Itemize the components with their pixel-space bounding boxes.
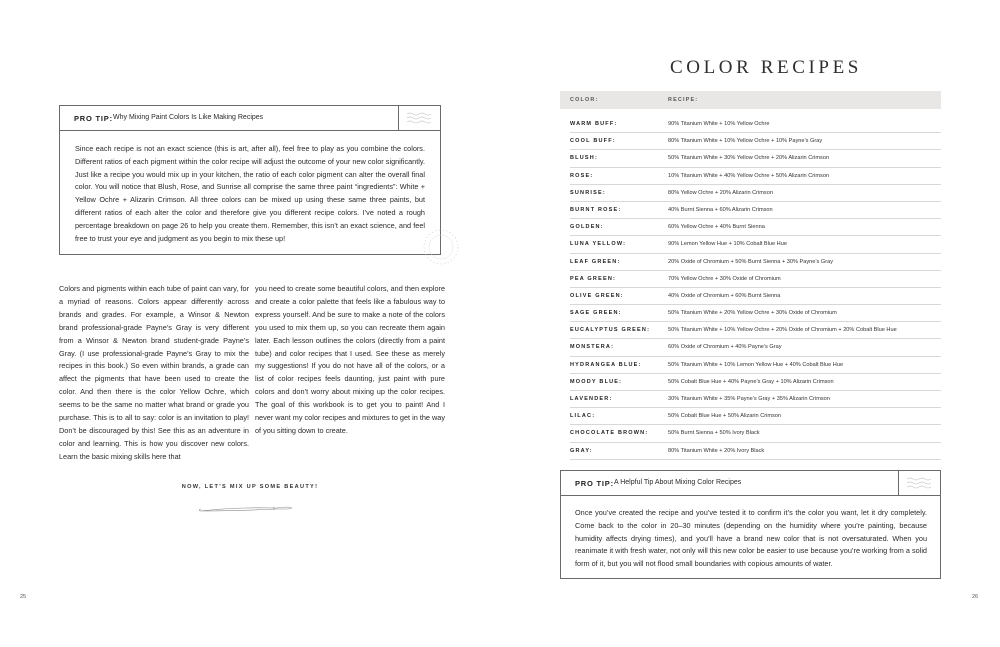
column-header-color: COLOR: — [570, 97, 599, 103]
wave-ornament-icon — [398, 106, 440, 131]
color-name: GRAY: — [570, 447, 593, 454]
color-recipe: 50% Titanium White + 10% Lemon Yellow Hue + 40% Cobalt Blue Hue — [668, 361, 844, 368]
pro-tip-header — [561, 471, 940, 496]
table-row — [570, 254, 941, 271]
color-recipe: 70% Yellow Ochre + 30% Oxide of Chromium — [668, 275, 781, 282]
pro-tip-header — [60, 106, 440, 131]
pro-tip-title: Why Mixing Paint Colors Is Like Making Recipes — [113, 114, 264, 121]
color-name: MONSTERA: — [570, 344, 615, 351]
page-number: 25 — [20, 594, 27, 600]
color-recipe: 50% Cobalt Blue Hue + 50% Alizarin Crimson — [668, 413, 782, 420]
color-name: LAVENDER: — [570, 396, 613, 402]
color-name: LEAF GREEN: — [570, 258, 621, 265]
color-recipe: 80% Titanium White + 20% Ivory Black — [668, 447, 765, 454]
color-recipe: 50% Titanium White + 10% Yellow Ochre + 20% Oxide of Chromium + 20% Cobalt Blue Hue — [668, 327, 897, 334]
color-recipe: 50% Titanium White + 30% Yellow Ochre + 20% Alizarin Crimson — [668, 155, 830, 162]
wave-ornament-icon — [898, 471, 940, 496]
recipe-table — [570, 116, 941, 460]
table-row — [570, 391, 941, 408]
table-row — [570, 425, 941, 442]
color-name: WARM BUFF: — [570, 121, 618, 127]
body-column-2: you need to create some beautiful colors, and then explore and create a color palette that feels like a fabulous way to express yourself. And be sure to make a note of the colors you used to mix them up, so you can recreate them again later. Each lesson outlines the colors (directly from a paint tube) and color recipes that I used. See these as merely my suggestions! If you do not have all of the colors, or a list of color recipes feels daunting, just paint with pure colors and don’t worry about mixing up the color recipes. The goal of this workbook is to get you to paint! And I never want my color recipes and mixtures to get in the way of you sitting down to create. — [255, 284, 445, 435]
table-row — [570, 305, 941, 322]
color-recipe: 80% Yellow Ochre + 20% Alizarin Crimson — [668, 189, 773, 196]
table-row — [570, 271, 941, 288]
color-recipe: 50% Cobalt Blue Hue + 40% Payne’s Gray + 10% Alizarin Crimson — [668, 378, 834, 385]
table-row — [570, 202, 941, 219]
color-recipe: 20% Oxide of Chromium + 50% Burnt Sienna + 30% Payne’s Gray — [668, 258, 833, 265]
color-recipe: 50% Burnt Sienna + 50% Ivory Black — [668, 430, 760, 437]
pro-tip-label: PRO TIP: — [575, 479, 614, 488]
color-recipe: 90% Lemon Yellow Hue + 10% Cobalt Blue Hue — [668, 241, 787, 248]
color-name: COOL BUFF: — [570, 138, 616, 145]
color-recipe: 40% Burnt Sienna + 60% Alizarin Crimson — [668, 206, 773, 213]
table-row — [570, 374, 941, 391]
color-name: ROSE: — [570, 172, 594, 179]
color-name: PEA GREEN: — [570, 275, 617, 282]
table-row — [570, 288, 941, 305]
color-name: LUNA YELLOW: — [570, 241, 627, 248]
pro-tip-body: Since each recipe is not an exact science (this is art, after all), feel free to play as you combine the colors. Different ratios of each pigment within the color recipe will adjust the outcome of your new color significantly. Just like a recipe you would mix up in your kitchen, the ratio of each color pigment can alter the overall final color. You will notice that Blush, Rose, and Sunrise all comprise the same three paint “ingredients”: White + Yellow Ochre + Alizarin Crimson. All three colors can be mixed up using these same three paints, but different ratios of each alter the color and therefore give you different recipe colors. I’ve noted a rough percentage breakdown on page 26 to help you create them. Remember, this isn’t an exact science, and feel free to trust your eye and judgment as you begin to mix these up! — [75, 144, 425, 243]
table-row — [570, 219, 941, 236]
color-name: GOLDEN: — [570, 224, 604, 231]
column-header-recipe: RECIPE: — [668, 97, 699, 103]
pro-tip-box-left — [59, 105, 441, 255]
table-row — [570, 133, 941, 150]
table-row — [570, 168, 941, 185]
color-name: EUCALYPTUS GREEN: — [570, 327, 651, 334]
table-row — [570, 116, 941, 133]
right-page — [500, 0, 1000, 647]
color-name: BURNT ROSE: — [570, 206, 622, 213]
color-recipe: 50% Titanium White + 20% Yellow Ochre + 30% Oxide of Chromium — [668, 310, 837, 317]
recipe-table-header — [560, 91, 941, 109]
page-title: COLOR RECIPES — [670, 57, 862, 78]
color-name: CHOCOLATE BROWN: — [570, 430, 649, 437]
color-name: OLIVE GREEN: — [570, 292, 624, 299]
color-name: BLUSH: — [570, 155, 598, 162]
pro-tip-box-right — [560, 470, 941, 579]
table-row — [570, 236, 941, 253]
pro-tip-body: Once you’ve created the recipe and you’ve tested it to confirm it’s the color you want, let it dry completely. Come back to the color in 20–30 minutes (depending on the humidity where you’re painting, because humidity affects drying times), and you’ll have a brand new color that is not oversaturated. When you reanimate it with fresh water, not only will this new color be easier to use because you’re working from a solid form of it, but you will not flood small boundaries with copious amounts of water. — [575, 508, 927, 569]
color-recipe: 60% Yellow Ochre + 40% Burnt Sienna — [668, 224, 765, 231]
body-column-1: Colors and pigments within each tube of paint can vary, for a myriad of reasons. Colors appear differently across brands and grades. For example, a Winsor & Newton brand professional-grade Payne’s Gray is very different from a Winsor & Newton brand student-grade Payne’s Gray. (I use professional-grade Payne’s Gray to mix the recipes in this book.) So even within brands, a grade can affect the pigments that have been used to create the color. And then there is the color Yellow Ochre, which seems to be the same no matter what brand or grade you purchase. This is to all to say: color is an invitation to play! Don’t be discouraged by this! See this as an adventure in color and learning. This is how you discover new colors. Learn the basic mixing skills here that — [59, 284, 249, 461]
color-recipe: 40% Oxide of Chromium + 60% Burnt Sienna — [668, 292, 781, 299]
color-recipe: 80% Titanium White + 10% Yellow Ochre + 10% Payne’s Gray — [668, 138, 823, 145]
page-number: 26 — [972, 594, 979, 600]
table-row — [570, 185, 941, 202]
color-recipe: 90% Titanium White + 10% Yellow Ochre — [668, 121, 770, 127]
table-row — [570, 408, 941, 425]
table-row — [570, 322, 941, 339]
circular-stamp-icon — [420, 226, 462, 268]
color-recipe: 10% Titanium White + 40% Yellow Ochre + 50% Alizarin Crimson — [668, 172, 830, 179]
pro-tip-label: PRO TIP: — [74, 114, 113, 123]
table-row — [570, 443, 941, 460]
color-name: SUNRISE: — [570, 189, 606, 196]
color-name: HYDRANGEA BLUE: — [570, 361, 642, 368]
color-name: LILAC: — [570, 413, 596, 420]
table-row — [570, 357, 941, 374]
color-name: MOODY BLUE: — [570, 378, 623, 385]
table-row — [570, 150, 941, 167]
color-name: SAGE GREEN: — [570, 310, 622, 317]
color-recipe: 30% Titanium White + 35% Payne’s Gray + 35% Alizarin Crimson — [668, 396, 830, 402]
table-row — [570, 339, 941, 356]
paintbrush-icon — [196, 500, 296, 516]
pro-tip-title: A Helpful Tip About Mixing Color Recipes — [614, 479, 742, 486]
color-recipe: 60% Oxide of Chromium + 40% Payne’s Gray — [668, 344, 782, 351]
closing-heading: NOW, LET’S MIX UP SOME BEAUTY! — [181, 484, 319, 490]
